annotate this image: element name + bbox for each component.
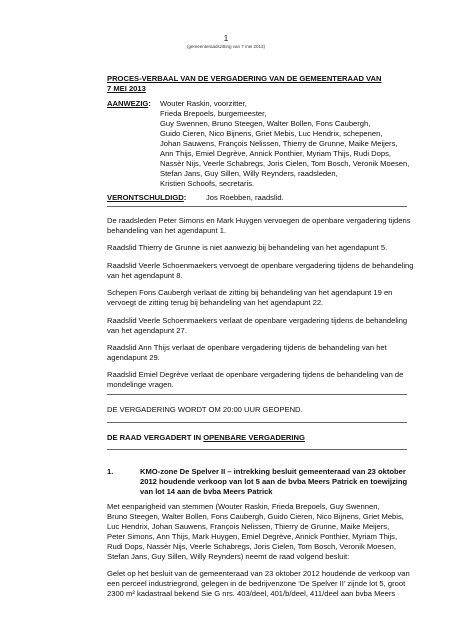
- paragraph-line: van het agendapunt 27.: [107, 326, 187, 335]
- vote-line: Luc Hendrix, Johan Sauwens, François Nelissen, Thierry de Grunne, Maike Meijers,: [107, 522, 390, 531]
- agenda-item-title-line: 2012 houdende verkoop van lot 5 aan de bvba Meers Patrick en toewijzing: [140, 477, 408, 486]
- attendee-line: Guido Cieren, Nico Bijnens, Griet Mebis, Luc Hendrix, schepenen,: [160, 129, 383, 138]
- paragraph-line: agendapunt 29.: [107, 353, 160, 362]
- divider: [107, 449, 407, 450]
- paragraph-1: [107, 216, 411, 236]
- divider: [107, 394, 407, 395]
- attendee-line: Wouter Raskin, voorzitter,: [160, 99, 247, 108]
- verontschuldigd-text: Jos Roebben, raadslid.: [206, 193, 284, 202]
- aanwezig-colon: :: [148, 99, 151, 108]
- public-session-underlined: OPENBARE VERGADERING: [203, 433, 305, 442]
- attendee-line: Nassèr Nijs, Veerle Schabregs, Joris Cielen, Tom Bosch, Veronik Moesen,: [160, 159, 410, 168]
- attendee-line: Guy Swennen, Bruno Steegen, Walter Bollen, Fons Caubergh,: [160, 119, 371, 128]
- paragraph-line: behandeling van het agendapunt 1.: [107, 226, 227, 235]
- public-session-prefix: DE RAAD VERGADERT IN: [107, 433, 204, 442]
- paragraph-6: [107, 343, 407, 363]
- gelet-line: 2300 m² kadastraal bekend Sie G nrs. 403/deel, 401/b/deel, 411/deel aan bvba Meers: [107, 589, 396, 598]
- paragraph-3: [107, 261, 414, 281]
- verontschuldigd-colon: :: [183, 193, 187, 202]
- vote-line: Met eenparigheid van stemmen (Wouter Raskin, Frieda Brepoels, Guy Swennen,: [107, 502, 380, 511]
- paragraph-line: Raadslid Emiel Degrève verlaat de openbare vergadering tijdens de behandeling van de: [107, 370, 404, 379]
- paragraph-2: [107, 243, 407, 253]
- divider: [107, 422, 407, 423]
- verontschuldigd-row: [107, 193, 186, 203]
- paragraph-4: [107, 288, 407, 308]
- agenda-item-title-line: KMO-zone De Spelver II – intrekking besluit gemeenteraad van 23 oktober: [140, 467, 406, 476]
- paragraph-line: Raadslid Veerle Schoenmaekers verlaat de openbare vergadering tijdens de behandeling: [107, 316, 408, 325]
- agenda-item-title-line: van lot 14 aan de bvba Meers Patrick: [140, 487, 273, 496]
- paragraph-line: Raadslid Veerle Schoenmaekers vervoegt de openbare vergadering tijdens de behandeling: [107, 261, 414, 270]
- document-title: [107, 74, 407, 94]
- gelet-paragraph: [107, 569, 410, 599]
- paragraph-line: Raadslid Ann Thijs verlaat de openbare vergadering tijdens de behandeling van het: [107, 343, 387, 352]
- gelet-line: een perceel industriegrond, gelegen in de bedrijvenzone ‘De Spelver II’ zijnde lot 5, groot: [107, 579, 406, 588]
- title-line-1: PROCES-VERBAAL VAN DE VERGADERING VAN DE GEMEENTERAAD VAN: [107, 74, 382, 83]
- paragraph-line: van het agendapunt 8.: [107, 271, 183, 280]
- attendee-line: Frieda Brepoels, burgemeester,: [160, 109, 267, 118]
- aanwezig-label: AANWEZIG: [107, 99, 149, 108]
- gelet-line: Gelet op het besluit van de gemeenteraad van 23 oktober 2012 houdende de verkoop van: [107, 569, 410, 578]
- agenda-item-title: [140, 467, 410, 497]
- paragraph-line: Schepen Fons Caubergh verlaat de zitting bij behandeling van het agendapunt 19 en: [107, 288, 393, 297]
- paragraph-5: [107, 316, 407, 336]
- attendee-line: Johan Sauwens, François Nelissen, Thierry de Grunne, Maike Meijers,: [160, 139, 398, 148]
- vote-line: Rudi Dops, Nassèr Nijs, Veerle Schabregs, Joris Cielen, Tom Bosch, Veronik Moesen,: [107, 542, 396, 551]
- divider: [107, 206, 407, 207]
- verontschuldigd-label: VERONTSCHULDIGD: [107, 193, 184, 202]
- paragraph-line: vervoegt de zitting terug bij behandeling van het agendapunt 22.: [107, 298, 324, 307]
- vote-line: Bruno Steegen, Walter Bollen, Fons Caubergh, Guido Cieren, Nico Bijnens, Griet Mebis,: [107, 512, 404, 521]
- vote-line: Stefan Jans, Guy Sillen, Willy Reynders) neemt de raad volgend besluit:: [107, 552, 350, 561]
- paragraph-7: [107, 370, 407, 390]
- attendee-list: [160, 99, 410, 189]
- meeting-opened: DE VERGADERING WORDT OM 20:00 UUR GEOPEND.: [107, 405, 303, 414]
- page-subtitle: (gemeenteraadszitting van 7 mei 2013): [186, 44, 266, 49]
- paragraph-line: mondelinge vragen.: [107, 380, 174, 389]
- attendee-line: Stefan Jans, Guy Sillen, Willy Reynders, raadsleden,: [160, 169, 338, 178]
- title-line-2: 7 MEI 2013: [107, 84, 146, 93]
- attendee-line: Ann Thijs, Emiel Degrève, Annick Ponthier, Myriam Thijs, Rudi Dops,: [160, 149, 392, 158]
- paragraph-line: De raadsleden Peter Simons en Mark Huygen vervoegen de openbare vergadering tijdens: [107, 216, 411, 225]
- vote-line: Peter Simons, Ann Thijs, Mark Huygen, Emiel Degrève, Annick Ponthier, Myriam Thijs,: [107, 532, 398, 541]
- paragraph-line: Raadslid Thierry de Grunne is niet aanwezig bij behandeling van het agendapunt 5.: [107, 243, 388, 252]
- vote-paragraph: [107, 502, 407, 562]
- attendee-line: Kristien Schoofs, secretaris.: [160, 179, 255, 188]
- agenda-item-number: 1.: [107, 467, 114, 476]
- public-session-heading: [107, 433, 305, 443]
- page-number: 1: [223, 34, 229, 43]
- aanwezig-heading: [107, 99, 151, 109]
